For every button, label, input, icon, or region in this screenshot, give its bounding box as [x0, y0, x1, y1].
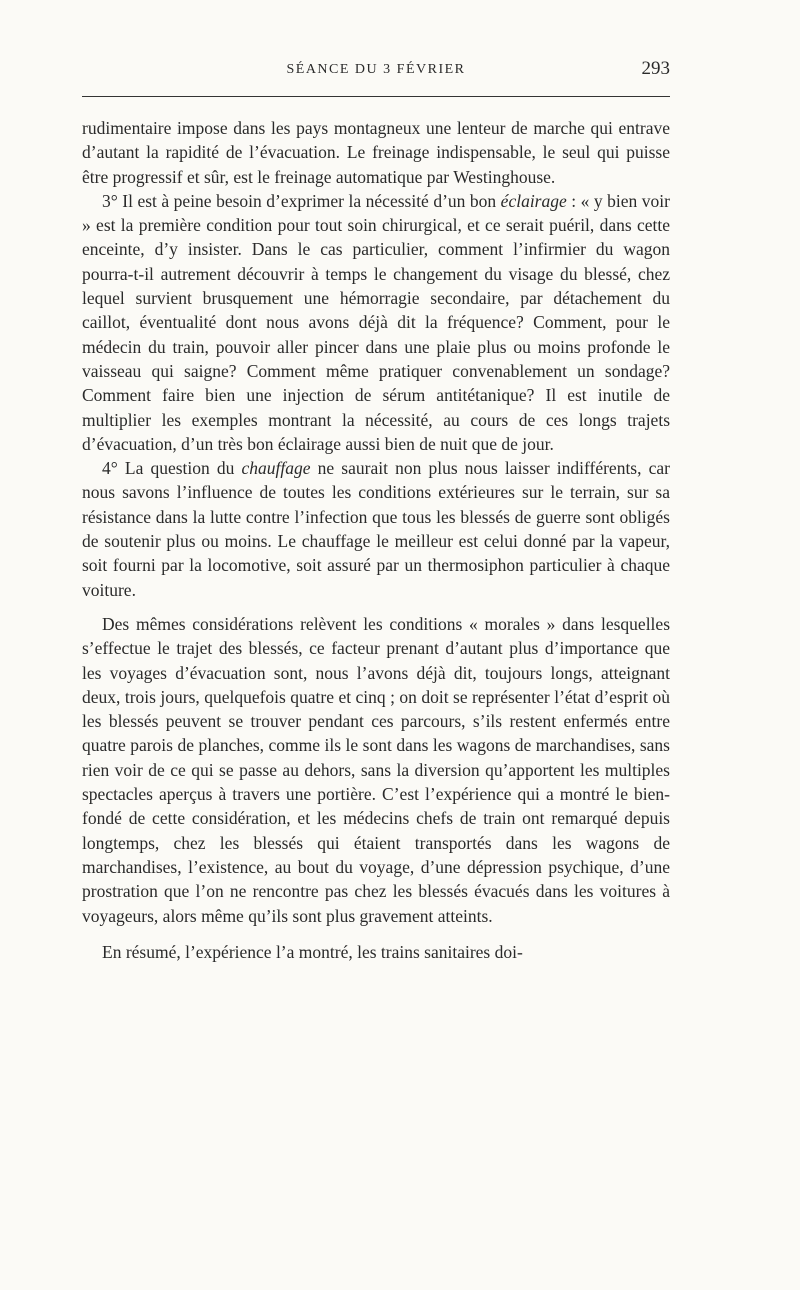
emphasis-chauffage: chauffage — [241, 458, 311, 479]
header-rule — [82, 96, 670, 97]
emphasis-eclairage: éclairage — [500, 190, 567, 211]
paragraph-text: ne saurait non plus nous laisser indifférents, car nous savons l’influence de toutes les conditions extérieures sur le terrain, sur sa résistance dans la lutte contre l’infection que tous les blessés de guerre sont obligés de soutenir plus ou moins. Le chauffage le meilleur est celui donné par la vapeur, soit fourni par la locomotive, soit assuré par un thermosiphon particulier à chaque voiture. — [82, 458, 670, 600]
paragraph-continuation — [82, 116, 670, 189]
paragraph-eclairage — [82, 189, 670, 456]
paragraph-chauffage — [82, 456, 670, 602]
body-text — [82, 116, 670, 964]
paragraph-text: 3° Il est à peine besoin d’exprimer la nécessité d’un bon — [102, 190, 501, 211]
page-header — [82, 58, 670, 82]
paragraph-morales — [82, 612, 670, 928]
paragraph-text: : « y bien voir » est la première condition pour tout soin chirurgical, et ce serait puéril, dans cette enceinte, d’y insister. Dans le cas particulier, comment l’infirmier du wagon pourra-t-il autrement découvrir à temps le changement du visage du blessé, chez lequel survient brusquement une hémorragie secondaire, par détachement du caillot, éventualité dont nous avons déjà dit la fréquence? Comment, pour le médecin du train, pouvoir aller pincer dans une plaie plus ou moins profonde le vaisseau qui saigne? Comment même pratiquer convenablement un sondage? Comment faire bien une injection de sérum antitétanique? Il est inutile de multiplier les exemples montrant la nécessité, au cours de ces longs trajets d’évacuation, d’un très bon éclairage aussi bien de nuit que de jour. — [82, 190, 670, 454]
running-title: SÉANCE DU 3 FÉVRIER — [286, 62, 466, 77]
paragraph-text: En résumé, l’expérience l’a montré, les trains sanitaires doi- — [102, 941, 523, 962]
paragraph-text: rudimentaire impose dans les pays montagneux une lenteur de marche qui entrave d’autant la rapidité de l’évacuation. Le freinage indispensable, le seul qui puisse être progressif et sûr, est le freinage automatique par Westinghouse. — [82, 118, 670, 187]
paragraph-resume — [82, 940, 670, 964]
page-number: 293 — [641, 58, 670, 79]
paragraph-text: 4° La question du — [102, 458, 242, 479]
paragraph-text: Des mêmes considérations relèvent les conditions « morales » dans lesquelles s’effectue le trajet des blessés, ce facteur prenant d’autant plus d’importance que les voyages d’évacuation sont, nous l’avons déjà dit, toujours longs, atteignant deux, trois jours, quelquefois quatre et cinq ; on doit se représenter l’état d’esprit où les blessés peuvent se trouver pendant ces parcours, s’ils restent enfermés entre quatre parois de planches, comme ils le sont dans les wagons de marchandises, sans rien voir de ce qui se passe au dehors, sans la diversion qu’apportent les multiples spectacles aperçus à travers une portière. C’est l’expérience qui a montré le bien-fondé de cette considération, et les médecins chefs de train ont remarqué depuis longtemps, chez les blessés qui étaient transportés dans les wagons de marchandises, l’existence, au bout du voyage, d’une dépression psychique, d’une prostration que l’on ne rencontre pas chez les blessés évacués dans les voitures à voyageurs, alors même qu’ils sont plus gravement atteints. — [82, 613, 670, 926]
